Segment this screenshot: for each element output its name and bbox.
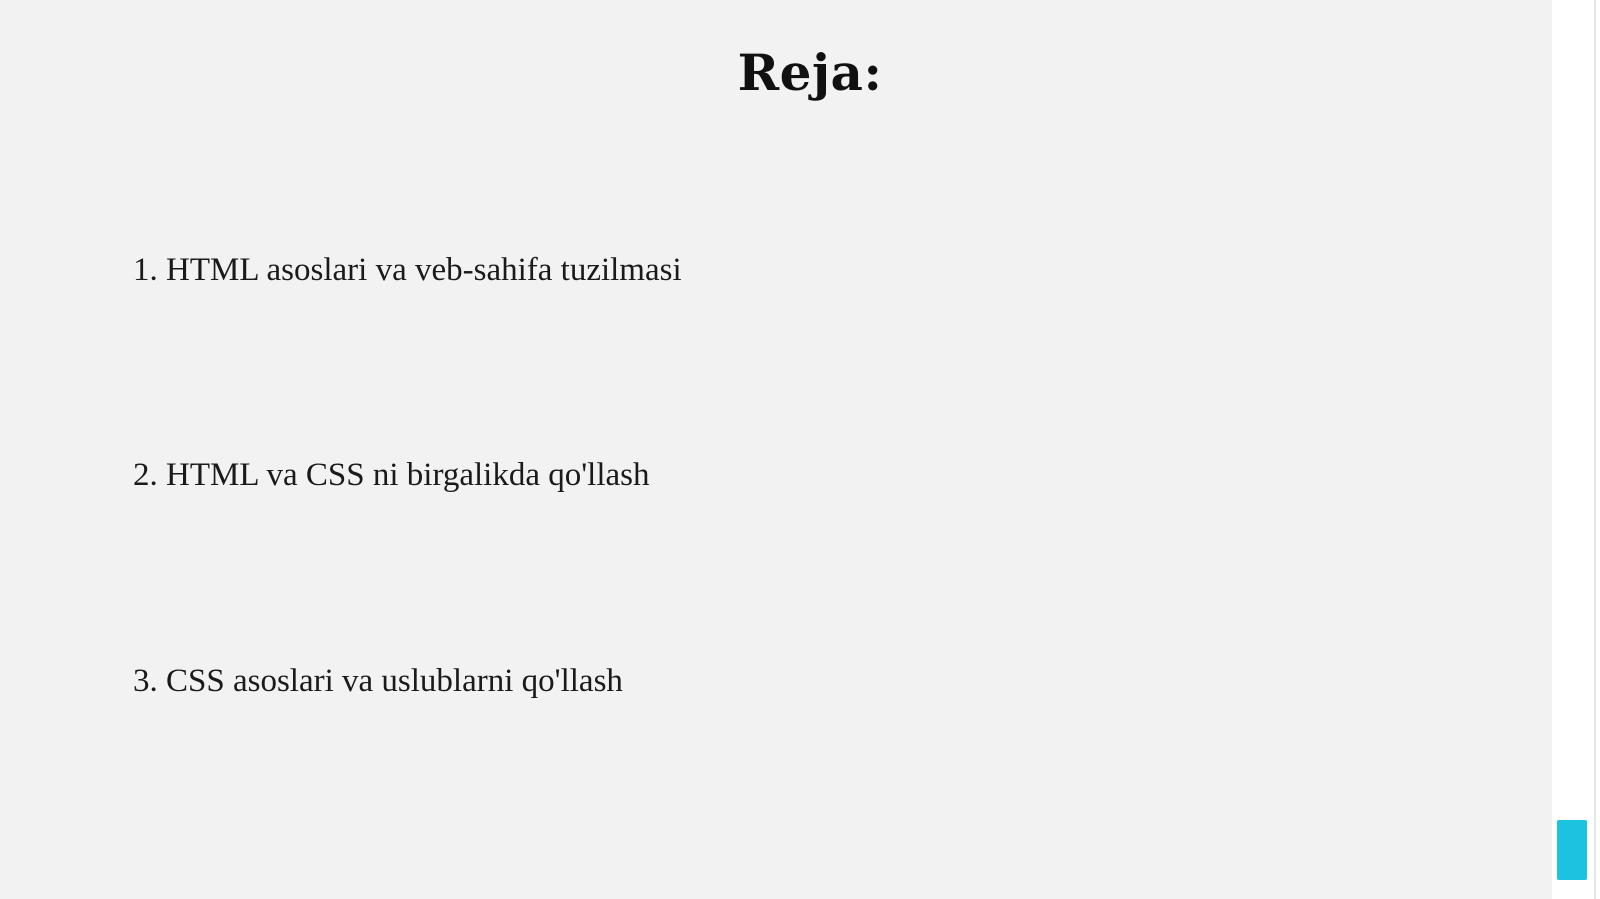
slide-title: Reja: — [737, 43, 883, 102]
scroll-track[interactable] — [1552, 0, 1600, 899]
plan-item-1: 1. HTML asoslari va veb-sahifa tuzilmasi — [133, 252, 682, 288]
plan-item-3: 3. CSS asoslari va uslublarni qo'llash — [133, 663, 623, 699]
scrollbar-thumb[interactable] — [1557, 820, 1587, 880]
scroll-track-edge — [1594, 0, 1596, 899]
plan-item-2: 2. HTML va CSS ni birgalikda qo'llash — [133, 457, 650, 493]
